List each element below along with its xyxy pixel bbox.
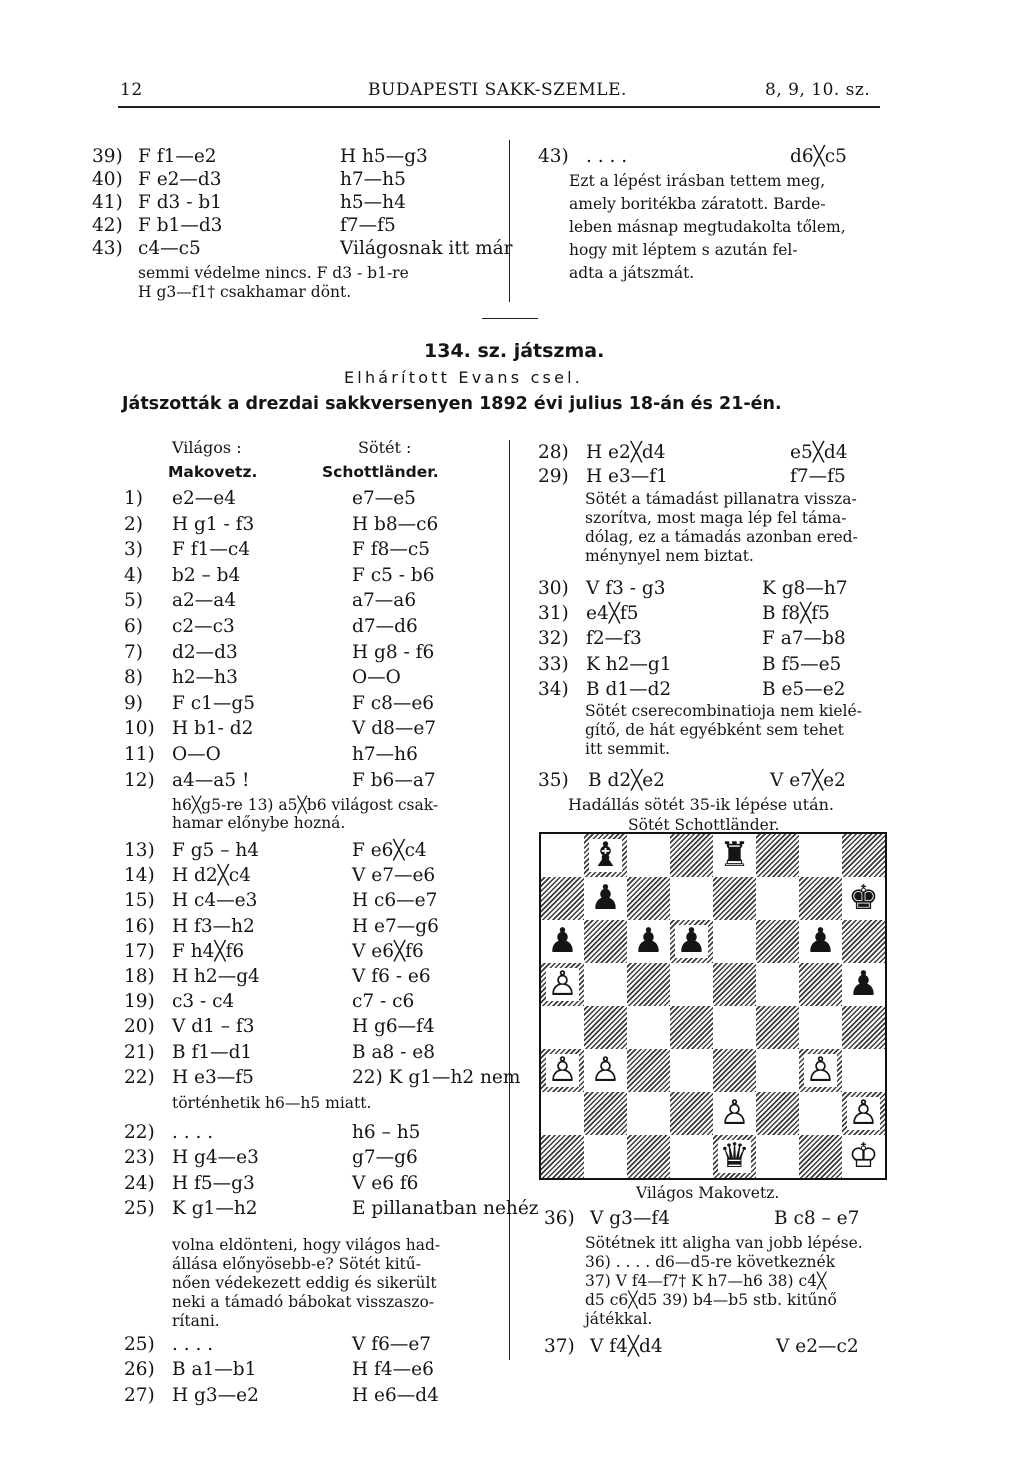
white-move: F g5 – h4: [172, 840, 260, 861]
note-line: adta a játszmát.: [569, 264, 695, 282]
move-number: 3): [124, 539, 143, 561]
black-move: B c8 – e7: [774, 1208, 860, 1229]
move-number: 33): [538, 653, 569, 675]
move-number: 25): [124, 1198, 155, 1220]
black-move: F b6—a7: [352, 769, 436, 791]
white-move: H e3—f1: [586, 466, 668, 487]
note-line: rítani.: [172, 1312, 220, 1330]
black-pawn-icon: ♟: [590, 878, 621, 919]
board-square: [799, 1135, 842, 1178]
move-number: 18): [124, 966, 155, 987]
move-number: 29): [538, 466, 569, 487]
column-divider-top: [509, 140, 510, 302]
white-move: F f1—e2: [138, 146, 217, 167]
board-square: [713, 963, 756, 1006]
diagram-bottom-label: Világos Makovetz.: [636, 1184, 780, 1202]
black-move: V e2—c2: [776, 1336, 859, 1357]
note-line: leben másnap megtudakolta tőlem,: [569, 218, 846, 236]
note-line: hamar előnybe hozná.: [172, 814, 346, 832]
note-line: állása előnyösebb-e? Sötét kitű-: [172, 1255, 421, 1273]
black-move: O—O: [352, 667, 401, 689]
black-move: V e6 f6: [352, 1172, 419, 1194]
board-square: [541, 1092, 584, 1135]
move-number: 40): [92, 169, 123, 190]
move-number: 7): [124, 641, 143, 663]
white-move: F c1—g5: [172, 692, 255, 714]
board-square: [799, 877, 842, 920]
note-line: gítő, de hát egyébként sem tehet: [585, 721, 844, 739]
black-move: B e5—e2: [762, 678, 846, 700]
white-move: H b1- d2: [172, 718, 254, 740]
board-square: [713, 1092, 756, 1135]
white-move: . . . .: [172, 1122, 214, 1143]
black-move: H f4—e6: [352, 1359, 434, 1381]
move-number: 17): [124, 940, 155, 962]
black-move: B a8 - e8: [352, 1041, 436, 1063]
game-title: 134. sz. játszma.: [424, 340, 605, 362]
black-move: d7—d6: [352, 616, 418, 637]
black-move: c7 - c6: [352, 991, 415, 1013]
board-square: [842, 1006, 885, 1049]
move-number: 13): [124, 840, 155, 861]
move-number: 39): [92, 146, 123, 167]
board-square: [713, 877, 756, 920]
move-number: 5): [124, 590, 143, 612]
board-square: [799, 1092, 842, 1135]
white-move: B d1—d2: [586, 678, 672, 700]
board-square: [713, 1135, 756, 1178]
black-move: V e6╳f6: [352, 940, 424, 962]
black-move: B f5—e5: [762, 653, 842, 675]
black-move: H g6—f4: [352, 1016, 435, 1038]
white-move: a2—a4: [172, 590, 237, 612]
move-number: 1): [124, 488, 143, 509]
black-move: V f6 - e6: [352, 966, 431, 987]
black-pawn-icon: ♟: [676, 921, 707, 962]
board-square: [713, 834, 756, 877]
note-line: itt semmit.: [585, 740, 670, 758]
board-square: [842, 877, 885, 920]
move-number: 15): [124, 890, 155, 912]
black-move: f7—f5: [790, 466, 846, 487]
board-square: [756, 1135, 799, 1178]
move-number: 12): [124, 769, 155, 791]
white-move: F f1—c4: [172, 539, 250, 561]
board-square: [541, 834, 584, 877]
white-move: H d2╳c4: [172, 865, 251, 887]
white-move: H f5—g3: [172, 1172, 255, 1194]
black-move: E pillanatban nehéz: [352, 1198, 539, 1220]
black-move: h5—h4: [340, 192, 406, 213]
board-square: [584, 834, 627, 877]
white-move: B f1—d1: [172, 1041, 253, 1063]
board-square: [584, 1006, 627, 1049]
black-pawn-icon: ♟: [547, 921, 578, 962]
white-move: B d2╳e2: [588, 770, 665, 791]
board-square: [541, 877, 584, 920]
issue-number: 8, 9, 10. sz.: [765, 80, 871, 100]
black-move: h7—h6: [352, 744, 418, 765]
move-number: 19): [124, 991, 155, 1013]
board-square: [670, 963, 713, 1006]
note-line: 36) . . . . d6—d5-re következnék: [585, 1253, 836, 1271]
move-number: 25): [124, 1334, 155, 1355]
black-move: B f8╳f5: [762, 603, 830, 625]
board-square: [713, 1049, 756, 1092]
move-number: 26): [124, 1359, 155, 1381]
move-number: 10): [124, 718, 155, 740]
board-square: [584, 1135, 627, 1178]
black-move: V e7—e6: [352, 865, 436, 887]
black-move: V d8—e7: [352, 718, 437, 740]
board-square: [799, 1049, 842, 1092]
move-number: 30): [538, 578, 569, 599]
white-move: B a1—b1: [172, 1359, 257, 1381]
board-square: [713, 1006, 756, 1049]
white-move: e4╳f5: [586, 603, 639, 625]
white-move: . . . .: [586, 146, 628, 167]
move-number: 6): [124, 616, 143, 637]
move-number: 22): [124, 1066, 155, 1088]
note-line: szorítva, most maga lép fel táma-: [585, 509, 847, 527]
move-number: 27): [124, 1384, 155, 1406]
white-move: H g4—e3: [172, 1147, 259, 1169]
move-number: 37): [544, 1336, 575, 1357]
move-number: 8): [124, 667, 143, 689]
board-square: [584, 920, 627, 963]
board-square: [756, 963, 799, 1006]
chess-diagram: [539, 832, 887, 1180]
black-bishop-icon: ♝: [590, 835, 621, 876]
board-square: [627, 963, 670, 1006]
white-move: a4—a5 !: [172, 769, 250, 791]
move-number: 14): [124, 865, 155, 887]
white-label: Világos :: [172, 438, 242, 457]
white-move: . . . .: [172, 1334, 214, 1355]
section-divider: [482, 318, 538, 319]
black-player: Schottländer.: [322, 463, 439, 481]
black-move: h6 – h5: [352, 1122, 421, 1143]
note-move-22: történhetik h6—h5 miatt.: [172, 1094, 372, 1112]
move-number: 21): [124, 1041, 155, 1063]
black-move: a7—a6: [352, 590, 417, 612]
board-square: [670, 834, 713, 877]
black-move: H e6—d4: [352, 1384, 439, 1406]
board-square: [584, 1092, 627, 1135]
black-move: H c6—e7: [352, 890, 438, 912]
move-number: 16): [124, 915, 155, 937]
white-king-icon: ♔: [848, 1136, 879, 1177]
note-line: Sötétnek itt aligha van jobb lépése.: [585, 1234, 863, 1252]
move-number: 35): [538, 770, 569, 791]
note-line: Ezt a lépést irásban tettem meg,: [569, 172, 826, 190]
white-move: F b1—d3: [138, 215, 223, 236]
white-move: H g1 - f3: [172, 513, 255, 535]
black-king-icon: ♚: [848, 878, 879, 919]
white-move: c3 - c4: [172, 991, 235, 1013]
journal-title: BUDAPESTI SAKK-SZEMLE.: [368, 80, 627, 100]
black-pawn-icon: ♟: [848, 964, 879, 1005]
white-move: K g1—h2: [172, 1198, 258, 1220]
move-number: 9): [124, 692, 143, 714]
black-queen-icon: ♛: [719, 1136, 750, 1177]
white-move: F e2—d3: [138, 169, 222, 190]
white-move: H e3—f5: [172, 1066, 254, 1088]
white-move: V f3 - g3: [586, 578, 666, 599]
board-square: [670, 877, 713, 920]
white-player: Makovetz.: [168, 463, 258, 481]
black-move: f7—f5: [340, 215, 396, 236]
board-square: [842, 1135, 885, 1178]
board-square: [842, 1049, 885, 1092]
board-square: [627, 920, 670, 963]
note-line: 37) V f4—f7† K h7—h6 38) c4╳: [585, 1272, 827, 1290]
board-square: [799, 920, 842, 963]
board-square: [756, 877, 799, 920]
black-rook-icon: ♜: [719, 835, 750, 876]
board-square: [756, 1006, 799, 1049]
white-pawn-icon: ♙: [848, 1093, 879, 1134]
white-pawn-icon: ♙: [547, 1050, 578, 1091]
move-number: 42): [92, 215, 123, 236]
board-square: [670, 1049, 713, 1092]
black-pawn-icon: ♟: [633, 921, 664, 962]
board-square: [541, 1006, 584, 1049]
black-move: V e7╳e2: [770, 770, 846, 791]
white-move: V g3—f4: [590, 1208, 670, 1229]
column-divider-main: [509, 440, 510, 1360]
page-number: 12: [120, 80, 143, 100]
board-square: [670, 1135, 713, 1178]
black-move: F c5 - b6: [352, 564, 435, 586]
board-square: [541, 1049, 584, 1092]
move-number: 4): [124, 564, 143, 586]
move-number: 41): [92, 192, 123, 213]
black-move: H h5—g3: [340, 146, 428, 167]
white-move: O—O: [172, 744, 221, 765]
black-move: Világosnak itt már: [340, 238, 513, 259]
move-number: 11): [124, 744, 155, 765]
move-number: 36): [544, 1208, 575, 1229]
move-number: 24): [124, 1172, 155, 1194]
white-move: F h4╳f6: [172, 940, 245, 962]
note-line: játékkal.: [585, 1310, 653, 1328]
board-square: [541, 963, 584, 1006]
black-move: h7—h5: [340, 169, 406, 190]
board-square: [842, 963, 885, 1006]
header-rule: [118, 106, 880, 108]
move-number: 31): [538, 603, 569, 625]
move-number: 23): [124, 1147, 155, 1169]
note-line: volna eldönteni, hogy világos had-: [172, 1236, 441, 1254]
black-move: e5╳d4: [790, 442, 848, 463]
note-line: Sötét cserecombinatioja nem kielé-: [585, 702, 862, 720]
black-label: Sötét :: [358, 438, 412, 457]
note-line: ménynyel nem biztat.: [585, 547, 754, 565]
white-move: f2—f3: [586, 628, 642, 650]
white-pawn-icon: ♙: [719, 1093, 750, 1134]
black-move: F a7—b8: [762, 628, 846, 650]
board-square: [541, 920, 584, 963]
white-move: c2—c3: [172, 616, 235, 637]
board-square: [670, 1006, 713, 1049]
move-number: 43): [92, 238, 123, 259]
board-square: [799, 1006, 842, 1049]
black-move: g7—g6: [352, 1147, 418, 1169]
white-move: K h2—g1: [586, 653, 672, 675]
note-line: Sötét a támadást pillanatra vissza-: [585, 490, 857, 508]
white-move: d2—d3: [172, 641, 238, 663]
board-square: [756, 1049, 799, 1092]
board-square: [799, 834, 842, 877]
note-line: nően védekezett eddig és sikerült: [172, 1274, 437, 1292]
board-square: [756, 834, 799, 877]
white-move: H f3—h2: [172, 915, 255, 937]
move-number: 22): [124, 1122, 155, 1143]
black-move: F f8—c5: [352, 539, 430, 561]
black-move: F e6╳c4: [352, 840, 427, 861]
note-line: amely boritékba záratott. Barde-: [569, 195, 826, 213]
white-move: H e2╳d4: [586, 442, 666, 463]
black-move: K g8—h7: [762, 578, 848, 599]
note-line: neki a támadó bábokat visszaszo-: [172, 1293, 435, 1311]
white-move: V d1 – f3: [172, 1016, 255, 1038]
move-number: 43): [538, 146, 569, 167]
white-move: H c4—e3: [172, 890, 258, 912]
move-number: 2): [124, 513, 143, 535]
black-move: e7—e5: [352, 488, 416, 509]
move-number: 28): [538, 442, 569, 463]
board-square: [627, 1049, 670, 1092]
board-square: [627, 834, 670, 877]
board-square: [842, 834, 885, 877]
note-line: hogy mit léptem s azután fel-: [569, 241, 798, 259]
move-number: 34): [538, 678, 569, 700]
note-line: semmi védelme nincs. F d3 - b1-re: [138, 264, 409, 282]
black-move: H g8 - f6: [352, 641, 435, 663]
board-square: [627, 877, 670, 920]
board-square: [842, 920, 885, 963]
note-line: h6╳g5-re 13) a5╳b6 világost csak-: [172, 796, 439, 814]
black-pawn-icon: ♟: [805, 921, 836, 962]
white-move: H g3—e2: [172, 1384, 259, 1406]
white-move: b2 – b4: [172, 564, 241, 586]
board-square: [713, 920, 756, 963]
white-pawn-icon: ♙: [805, 1050, 836, 1091]
board-square: [756, 920, 799, 963]
white-pawn-icon: ♙: [547, 964, 578, 1005]
board-square: [584, 1049, 627, 1092]
note-line: H g3—f1† csakhamar dönt.: [138, 283, 352, 301]
board-square: [627, 1006, 670, 1049]
board-square: [627, 1135, 670, 1178]
black-move: V f6—e7: [352, 1334, 432, 1355]
white-move: e2—e4: [172, 488, 236, 509]
note-line: dólag, ez a támadás azonban ered-: [585, 528, 858, 546]
game-played-line: Játszották a drezdai sakkversenyen 1892 évi julius 18-án és 21-én.: [122, 394, 782, 414]
white-move: F d3 - b1: [138, 192, 222, 213]
board-square: [584, 877, 627, 920]
note-line: d5 c6╳d5 39) b4—b5 stb. kitűnő: [585, 1291, 837, 1309]
move-number: 20): [124, 1016, 155, 1038]
board-square: [756, 1092, 799, 1135]
game-subtitle: Elhárított Evans csel.: [344, 368, 584, 387]
white-pawn-icon: ♙: [590, 1050, 621, 1091]
board-square: [842, 1092, 885, 1135]
board-square: [627, 1092, 670, 1135]
black-move: F c8—e6: [352, 692, 435, 714]
board-square: [670, 920, 713, 963]
board-square: [584, 963, 627, 1006]
white-move: H h2—g4: [172, 966, 260, 987]
black-move: d6╳c5: [790, 146, 847, 167]
white-move: V f4╳d4: [590, 1336, 663, 1357]
diagram-top-label: Sötét Schottländer.: [628, 816, 780, 834]
black-move: H b8—c6: [352, 513, 439, 535]
diagram-caption: Hadállás sötét 35-ik lépése után.: [568, 795, 834, 814]
black-move: 22) K g1—h2 nem: [352, 1066, 521, 1088]
white-move: h2—h3: [172, 667, 238, 689]
board-square: [670, 1092, 713, 1135]
white-move: c4—c5: [138, 238, 201, 259]
black-move: H e7—g6: [352, 915, 439, 937]
move-number: 32): [538, 628, 569, 650]
board-square: [541, 1135, 584, 1178]
board-square: [799, 963, 842, 1006]
